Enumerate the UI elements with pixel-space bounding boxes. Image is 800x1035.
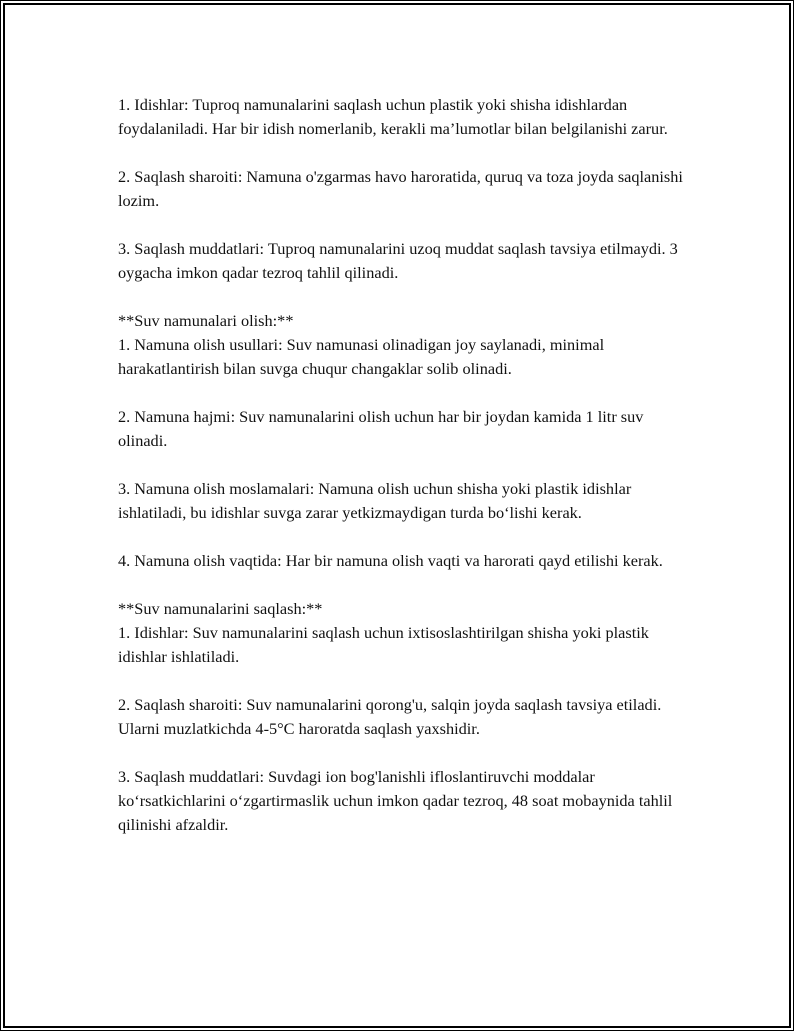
paragraph-soil-containers: 1. Idishlar: Tuproq namunalarini saqlash uchun plastik yoki shisha idishlardan foydalaniladi. Har bir idish nomerlanib, kerakli ma’lumotlar bilan belgilanishi zarur. xyxy=(118,95,668,138)
document-body xyxy=(118,93,693,861)
section-heading-water-sampling: **Suv namunalari olish:** xyxy=(118,311,294,330)
paragraph-soil-storage-conditions: 2. Saqlash sharoiti: Namuna o'zgarmas havo haroratida, quruq va toza joyda saqlanishi lozim. xyxy=(118,167,683,210)
paragraph-sampling-devices: 3. Namuna olish moslamalari: Namuna olish uchun shisha yoki plastik idishlar ishlatiladi, bu idishlar suvga zarar yetkizmaydigan turda bo‘lishi kerak. xyxy=(118,479,632,522)
paragraph-water-storage-periods: 3. Saqlash muddatlari: Suvdagi ion bog'lanishli ifloslantiruvchi moddalar ko‘rsatkichlarini o‘zgartirmaslik uchun imkon qadar tezroq, 48 soat mobaynida tahlil qilinishi afzaldir. xyxy=(118,767,673,834)
paragraph-water-containers: 1. Idishlar: Suv namunalarini saqlash uchun ixtisoslashtirilgan shisha yoki plastik idishlar ishlatiladi. xyxy=(118,623,649,666)
paragraph-sampling-time: 4. Namuna olish vaqtida: Har bir namuna olish vaqti va harorati qayd etilishi kerak. xyxy=(118,551,663,570)
paragraph-soil-storage-periods: 3. Saqlash muddatlari: Tuproq namunalarini uzoq muddat saqlash tavsiya etilmaydi. 3 oygacha imkon qadar tezroq tahlil qilinadi. xyxy=(118,239,678,282)
paragraph-sample-volume: 2. Namuna hajmi: Suv namunalarini olish uchun har bir joydan kamida 1 litr suv olinadi. xyxy=(118,407,644,450)
paragraph-sampling-methods: 1. Namuna olish usullari: Suv namunasi olinadigan joy saylanadi, minimal harakatlantirish bilan suvga chuqur changaklar solib olinadi. xyxy=(118,335,605,378)
section-heading-water-storage: **Suv namunalarini saqlash:** xyxy=(118,599,323,618)
paragraph-water-storage-conditions: 2. Saqlash sharoiti: Suv namunalarini qorong'u, salqin joyda saqlash tavsiya etiladi. Ularni muzlatkichda 4-5°C haroratda saqlash yaxshidir. xyxy=(118,695,662,738)
